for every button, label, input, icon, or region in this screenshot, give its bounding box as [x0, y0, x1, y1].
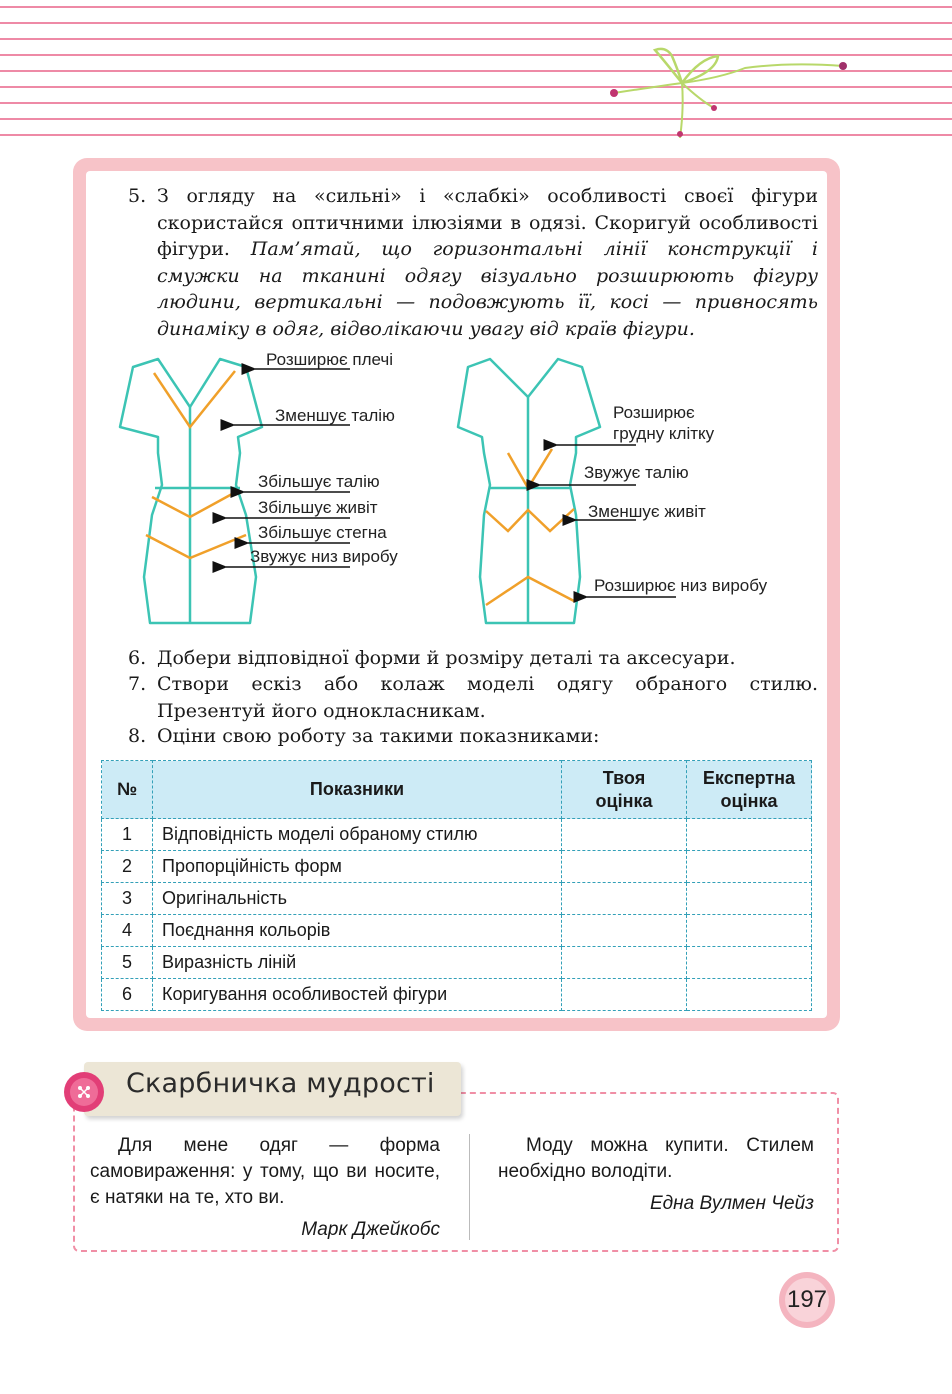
table-row: [102, 947, 812, 979]
self-score-cell[interactable]: [562, 851, 687, 883]
table-row: [102, 915, 812, 947]
quote-text: Для мене одяг — форма самовираження: у тому, що ви носите, є натяки на те, хто ви.: [90, 1135, 440, 1208]
task-number: 8.: [128, 725, 147, 747]
quote-text: Моду можна купити. Стилем необхідно володіти.: [498, 1135, 814, 1182]
self-score-cell[interactable]: [562, 883, 687, 915]
row-number: 6: [102, 979, 153, 1011]
row-number: 1: [102, 819, 153, 851]
row-criterion: Відповідність моделі обраному стилю: [153, 819, 562, 851]
label-reduces-waist: Зменшує талію: [275, 406, 395, 425]
task-number: 7.: [128, 673, 147, 695]
col-number: №: [102, 761, 153, 819]
quote-author: Една Вулмен Чейз: [649, 1193, 814, 1214]
dress-right: [458, 359, 600, 623]
row-criterion: Коригування особливостей фігури: [153, 979, 562, 1011]
row-criterion: Оригінальність: [153, 883, 562, 915]
task-text: Створи ескіз або колаж моделі одягу обраного стилю. Презентуй його однокласникам.: [157, 673, 818, 722]
quote-right: [498, 1133, 814, 1217]
quote-author: Марк Джейкобс: [301, 1219, 440, 1240]
label-widens-shoulders: Розширює плечі: [266, 350, 394, 369]
task-5: [128, 183, 818, 342]
expert-score-cell[interactable]: [687, 947, 812, 979]
label-widens-hem: Розширює низ виробу: [594, 576, 768, 595]
task-5-text-plain: З огляду на «сильні» і «слабкі» особливості своєї фігури скористайся оптичними ілюзіями в одязі. Скоригуй особливості фігури.: [157, 185, 818, 260]
col-criteria: Показники: [153, 761, 562, 819]
dress-left: [120, 359, 262, 623]
task-text: Добери відповідної форми й розміру деталі та аксесуари.: [157, 647, 736, 669]
self-score-cell[interactable]: [562, 979, 687, 1011]
expert-score-cell[interactable]: [687, 979, 812, 1011]
label-narrows-hem: Звужує низ виробу: [250, 547, 398, 566]
row-number: 3: [102, 883, 153, 915]
expert-score-cell[interactable]: [687, 883, 812, 915]
table-row: [102, 819, 812, 851]
dress-diagram: [100, 345, 840, 635]
row-criterion: Пропорційність форм: [153, 851, 562, 883]
task-6: [128, 645, 818, 672]
row-criterion: Поєднання кольорів: [153, 915, 562, 947]
task-text: Оціни свою роботу за такими показниками:: [157, 725, 600, 747]
table-row: [102, 979, 812, 1011]
label-narrows-waist: Звужує талію: [584, 463, 689, 482]
task-5-text-italic: Пам’ятай, що горизонтальні лінії конструкції і смужки на тканині одягу візуально розширюють фігуру людини, вертикальні — подовжують її, косі — привносять динаміку в одяг, відволікаючи увагу від країв фігури.: [157, 238, 818, 340]
evaluation-table: [101, 760, 812, 1011]
quote-divider: [469, 1134, 470, 1240]
table-row: [102, 851, 812, 883]
label-increases-waist: Збільшує талію: [258, 472, 380, 491]
row-number: 2: [102, 851, 153, 883]
table-row: [102, 883, 812, 915]
row-number: 4: [102, 915, 153, 947]
wisdom-title: Скарбничка мудрості: [126, 1068, 435, 1099]
row-number: 5: [102, 947, 153, 979]
label-widens-chest-1: Розширює: [613, 403, 695, 422]
label-widens-chest-2: грудну клітку: [613, 424, 715, 443]
table-header-row: [102, 761, 812, 819]
page-number: 197: [786, 1286, 828, 1313]
task-text: [157, 183, 818, 342]
task-7: [128, 671, 818, 724]
task-number: 6.: [128, 647, 147, 669]
expert-score-cell[interactable]: [687, 819, 812, 851]
self-score-cell[interactable]: [562, 915, 687, 947]
task-number: 5.: [128, 185, 147, 207]
label-increases-hips: Збільшує стегна: [258, 523, 387, 542]
ribbon-bow-decoration: [600, 38, 860, 148]
expert-score-cell[interactable]: [687, 851, 812, 883]
self-score-cell[interactable]: [562, 947, 687, 979]
row-criterion: Виразність ліній: [153, 947, 562, 979]
col-expert-score: Експертна оцінка: [687, 761, 812, 819]
button-icon: [62, 1070, 106, 1114]
col-self-score: Твоя оцінка: [562, 761, 687, 819]
self-score-cell[interactable]: [562, 819, 687, 851]
task-8: [128, 723, 818, 750]
label-reduces-belly: Зменшує живіт: [588, 502, 706, 521]
label-increases-belly: Збільшує живіт: [258, 498, 378, 517]
expert-score-cell[interactable]: [687, 915, 812, 947]
quote-left: [90, 1133, 440, 1243]
